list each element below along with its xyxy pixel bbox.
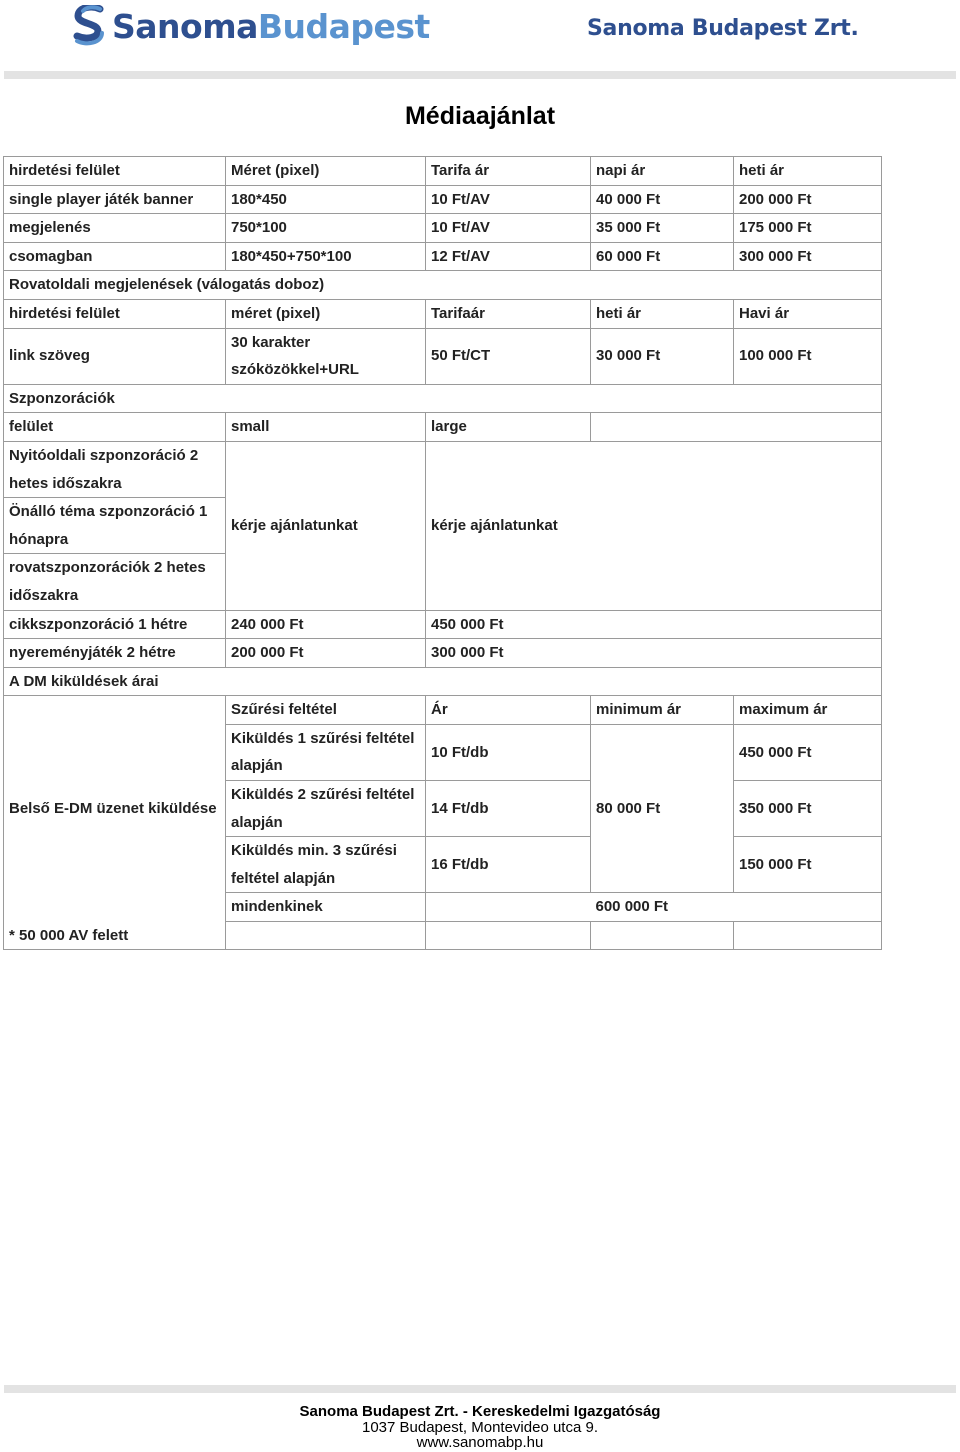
table-cell: 200 000 Ft [226,639,426,668]
table-row [4,610,882,639]
table-cell: single player játék banner [4,185,226,214]
table-cell: Méret (pixel) [226,157,426,186]
table-cell: Havi ár [734,299,882,328]
section-title: Rovatoldali megjelenések (válogatás doboz) [4,271,882,300]
table-cell [426,893,591,922]
dm-label-cell: Belső E-DM üzenet kiküldése [4,696,226,922]
table-cell: Kiküldés 1 szűrési feltétel alapján [226,724,426,780]
table-cell: csomagban [4,242,226,271]
table-cell: 750*100 [226,214,426,243]
table-cell: 10 Ft/AV [426,214,591,243]
table-cell: mindenkinek [226,893,426,922]
table-cell [591,413,734,442]
table-cell: Nyitóoldali szponzoráció 2 hetes időszakra [4,441,226,497]
table-cell: nyereményjáték 2 hétre [4,639,226,668]
table-cell: 450 000 Ft [734,724,882,780]
table-cell: 14 Ft/db [426,781,591,837]
table-row [4,185,882,214]
footer-divider [4,1385,956,1393]
table-cell: 150 000 Ft [734,837,882,893]
section-header-row [4,271,882,300]
table-cell: 10 Ft/AV [426,185,591,214]
table-cell: hirdetési felület [4,157,226,186]
table-cell: 30 karakter szóközökkel+URL [226,328,426,384]
table-row [4,639,882,668]
section-title: A DM kiküldések árai [4,667,882,696]
table-cell [226,922,426,950]
table-cell: minimum ár [591,696,734,725]
table-cell: Tarifa ár [426,157,591,186]
table-row [4,441,882,497]
table-cell: heti ár [734,157,882,186]
table-cell: felület [4,413,226,442]
table-cell: Ár [426,696,591,725]
footnote-cell: * 50 000 AV felett [4,922,226,950]
table-cell: Tarifaár [426,299,591,328]
footer-address: 1037 Budapest, Montevideo utca 9. [361,1418,598,1436]
page-title: Médiaajánlat [404,102,556,130]
table-cell [426,922,591,950]
company-name-header: Sanoma Budapest Zrt. [587,16,859,41]
table-cell: hirdetési felület [4,299,226,328]
table-row [4,214,882,243]
table-cell: 180*450 [226,185,426,214]
table-cell: méret (pixel) [226,299,426,328]
table-cell: Szűrési feltétel [226,696,426,725]
price-table [3,156,882,950]
table-cell: 450 000 Ft [426,610,882,639]
table-cell: link szöveg [4,328,226,384]
table-cell: 30 000 Ft [591,328,734,384]
table-cell: maximum ár [734,696,882,725]
logo-wordmark: SanomaBudapest [112,6,430,46]
table-cell: Kiküldés min. 3 szűrési feltétel alapján [226,837,426,893]
table-cell: 10 Ft/db [426,724,591,780]
table-cell: 300 000 Ft [734,242,882,271]
table-cell: 350 000 Ft [734,781,882,837]
section-title: Szponzorációk [4,384,882,413]
table-row [4,299,882,328]
section-header-row [4,667,882,696]
sponsor-large-cell: kérje ajánlatunkat [426,441,882,610]
table-row [4,242,882,271]
table-cell: 240 000 Ft [226,610,426,639]
table-cell: small [226,413,426,442]
footer-website: www.sanomabp.hu [416,1434,544,1451]
table-cell: 60 000 Ft [591,242,734,271]
table-row [4,413,882,442]
table-cell: cikkszponzoráció 1 hétre [4,610,226,639]
table-cell: 50 Ft/CT [426,328,591,384]
table-cell: 200 000 Ft [734,185,882,214]
table-row [4,328,882,384]
dm-min-price-cell: 80 000 Ft [591,724,734,893]
table-cell [734,413,882,442]
table-cell: heti ár [591,299,734,328]
footer-company: Sanoma Budapest Zrt. - Kereskedelmi Igazgatóság [299,1403,661,1420]
table-cell: rovatszponzorációk 2 hetes időszakra [4,554,226,610]
header-divider [4,71,956,79]
table-cell: 300 000 Ft [426,639,882,668]
sanoma-logo [72,4,430,48]
table-row [4,157,882,186]
table-cell [734,922,882,950]
table-cell: large [426,413,591,442]
sponsor-small-cell: kérje ajánlatunkat [226,441,426,610]
table-cell: 175 000 Ft [734,214,882,243]
table-cell: 100 000 Ft [734,328,882,384]
table-cell: 40 000 Ft [591,185,734,214]
table-row [4,922,882,950]
table-cell: 600 000 Ft [591,893,882,922]
table-cell: 12 Ft/AV [426,242,591,271]
table-cell: megjelenés [4,214,226,243]
table-cell: napi ár [591,157,734,186]
table-cell: Kiküldés 2 szűrési feltétel alapján [226,781,426,837]
footer [0,1404,960,1451]
table-cell: 16 Ft/db [426,837,591,893]
sanoma-s-icon [72,5,106,47]
table-cell: 35 000 Ft [591,214,734,243]
table-row [4,696,882,725]
table-cell: 180*450+750*100 [226,242,426,271]
section-header-row [4,384,882,413]
table-cell: Önálló téma szponzoráció 1 hónapra [4,498,226,554]
table-cell [591,922,734,950]
